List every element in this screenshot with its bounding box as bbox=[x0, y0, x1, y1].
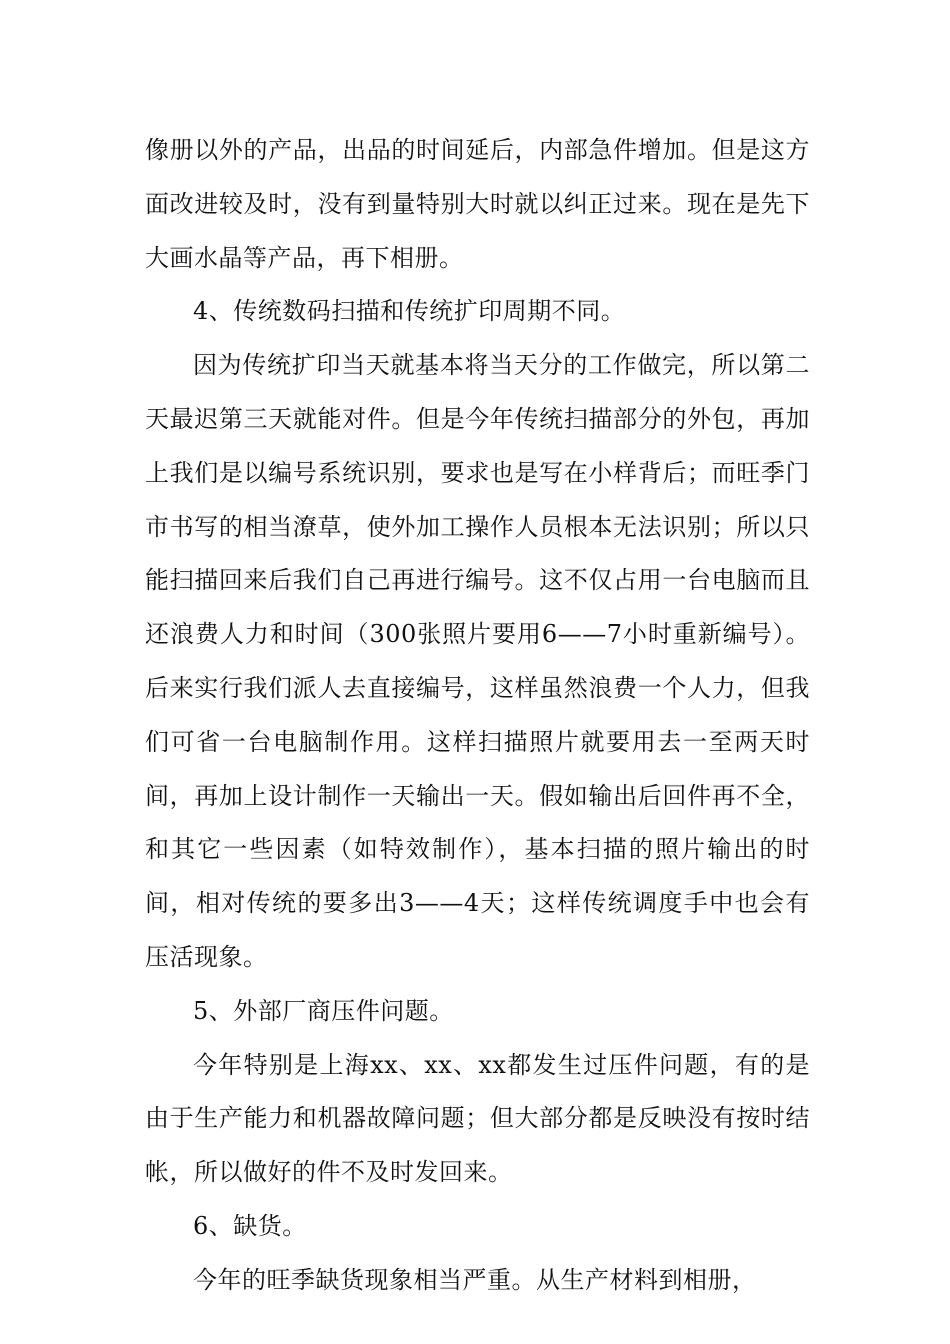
section-heading: 5、外部厂商压件问题。 bbox=[193, 996, 454, 1025]
paragraph: 今年特别是上海xx、xx、xx都发生过压件问题，有的是由于生产能力和机器故障问题；但大部分都是反映没有按时结帐，所以做好的件不及时发回来。 bbox=[145, 1050, 810, 1187]
paragraph: 像册以外的产品，出品的时间延后，内部急件增加。但是这方面改进较及时，没有到量特别大时就以纠正过来。现在是先下大画水晶等产品，再下相册。 bbox=[145, 136, 810, 272]
paragraph: 今年的旺季缺货现象相当严重。从生产材料到相册， bbox=[193, 1265, 757, 1294]
section-heading: 6、缺货。 bbox=[193, 1211, 307, 1240]
paragraph: 因为传统扩印当天就基本将当天分的工作做完，所以第二天最迟第三天就能对件。但是今年传统扫描部分的外包，再加上我们是以编号系统识别，要求也是写在小样背后；而旺季门市书写的相当潦草，使外加工操作人员根本无法识别；所以只能扫描回来后我们自己再进行编号。这不仅占用一台电脑而且还浪费人力和时间（300张照片要用6——7小时重新编号）。后来实行我们派人去直接编号，这样虽然浪费一个人力，但我们可省一台电脑制作用。这样扫描照片就要用去一至两天时间，再加上设计制作一天输出一天。假如输出后回件再不全，和其它一些因素（如特效制作），基本扫描的照片输出的时间，相对传统的要多出3——4天；这样传统调度手中也会有压活现象。 bbox=[145, 351, 810, 971]
section-heading: 4、传统数码扫描和传统扩印周期不同。 bbox=[193, 297, 626, 326]
document-body bbox=[145, 124, 810, 1308]
